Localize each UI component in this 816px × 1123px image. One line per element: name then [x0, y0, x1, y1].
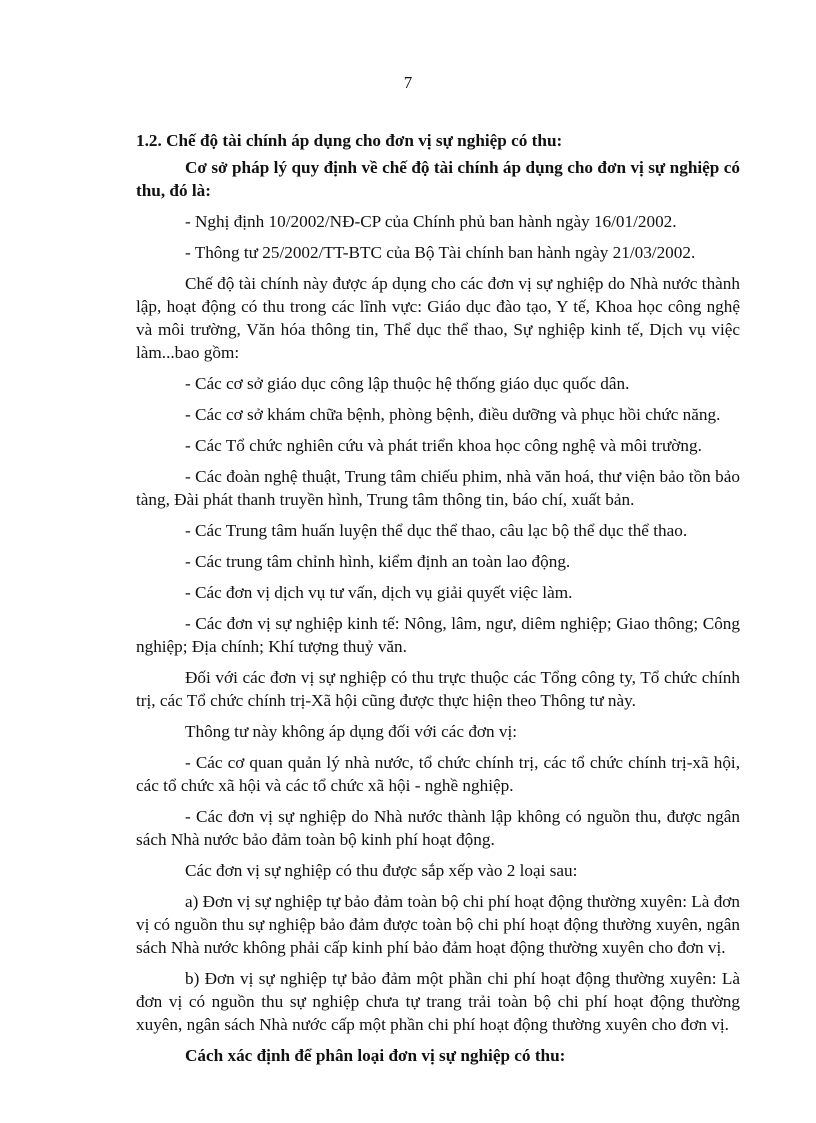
paragraph: - Các cơ sở khám chữa bệnh, phòng bệnh, điều dưỡng và phục hồi chức năng. [185, 405, 721, 424]
paragraph: - Thông tư 25/2002/TT-BTC của Bộ Tài chính ban hành ngày 21/03/2002. [185, 243, 696, 262]
paragraph: Đối với các đơn vị sự nghiệp có thu trực thuộc các Tổng công ty, Tổ chức chính trị, các Tổ chức chính trị-Xã hội cũng được thực hiện theo Thông tư này. [136, 668, 740, 710]
paragraph: - Các trung tâm chỉnh hình, kiểm định an toàn lao động. [185, 552, 571, 571]
paragraph: Chế độ tài chính này được áp dụng cho các đơn vị sự nghiệp do Nhà nước thành lập, hoạt động có thu trong các lĩnh vực: Giáo dục đào tạo, Y tế, Khoa học công nghệ và môi trường, Văn hóa thông tin, Thể dục thể thao, Sự nghiệp kinh tế, Dịch vụ việc làm...bao gồm: [136, 274, 740, 362]
paragraph: b) Đơn vị sự nghiệp tự bảo đảm một phần chi phí hoạt động thường xuyên: Là đơn vị có nguồn thu sự nghiệp chưa tự trang trải toàn bộ chi phí hoạt động thường xuyên, ngân sách Nhà nước cấp một phần chi phí hoạt động thường xuyên cho đơn vị. [136, 969, 740, 1034]
paragraph: - Các đơn vị dịch vụ tư vấn, dịch vụ giải quyết việc làm. [185, 583, 573, 602]
paragraph: - Nghị định 10/2002/NĐ-CP của Chính phủ ban hành ngày 16/01/2002. [185, 212, 677, 231]
paragraph: - Các đoàn nghệ thuật, Trung tâm chiếu phim, nhà văn hoá, thư viện bảo tồn bảo tàng, Đài phát thanh truyền hình, Trung tâm thông tin, báo chí, xuất bản. [136, 467, 740, 509]
paragraph: a) Đơn vị sự nghiệp tự bảo đảm toàn bộ chi phí hoạt động thường xuyên: Là đơn vị có nguồn thu sự nghiệp bảo đảm được toàn bộ chi phí hoạt động thường xuyên, ngân sách Nhà nước không phải cấp kinh phí bảo đảm hoạt động thường xuyên cho đơn vị. [136, 892, 740, 957]
paragraph: - Các đơn vị sự nghiệp do Nhà nước thành lập không có nguồn thu, được ngân sách Nhà nước bảo đảm toàn bộ kinh phí hoạt động. [136, 807, 740, 849]
paragraph: - Các Trung tâm huấn luyện thể dục thể thao, câu lạc bộ thể dục thể thao. [185, 521, 688, 540]
paragraph: Cách xác định để phân loại đơn vị sự nghiệp có thu: [185, 1046, 566, 1065]
paragraph: - Các Tổ chức nghiên cứu và phát triển khoa học công nghệ và môi trường. [185, 436, 702, 455]
paragraph: - Các cơ sở giáo dục công lập thuộc hệ thống giáo dục quốc dân. [185, 374, 630, 393]
page-number: 7 [403, 73, 413, 92]
paragraph: - Các cơ quan quản lý nhà nước, tổ chức chính trị, các tổ chức chính trị-xã hội, các tổ chức xã hội và các tổ chức xã hội - nghề nghiệp. [136, 753, 740, 795]
paragraph: Các đơn vị sự nghiệp có thu được sắp xếp vào 2 loại sau: [185, 861, 578, 880]
paragraph: - Các đơn vị sự nghiệp kinh tế: Nông, lâm, ngư, diêm nghiệp; Giao thông; Công nghiệp; Địa chính; Khí tượng thuỷ văn. [136, 614, 740, 656]
document-body [136, 129, 740, 1075]
section-heading: 1.2. Chế độ tài chính áp dụng cho đơn vị sự nghiệp có thu: [136, 131, 563, 150]
paragraph: Cơ sở pháp lý quy định về chế độ tài chính áp dụng cho đơn vị sự nghiệp có thu, đó là: [136, 158, 740, 200]
paragraph: Thông tư này không áp dụng đối với các đơn vị: [185, 722, 518, 741]
